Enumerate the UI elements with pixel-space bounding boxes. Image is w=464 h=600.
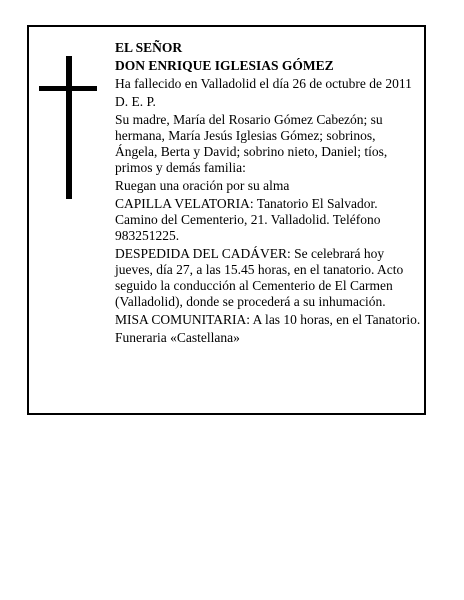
cross-horizontal-bar [39,86,97,91]
latin-cross-icon [29,27,129,227]
funeral-home: Funeraria «Castellana» [115,330,240,345]
deceased-name: DON ENRIQUE IGLESIAS GÓMEZ [115,58,334,73]
notice-title: EL SEÑOR [115,40,183,55]
mass-info: MISA COMUNITARIA: A las 10 horas, en el Tanatorio. [115,312,421,327]
chapel-info: CAPILLA VELATORIA: Tanatorio El Salvador. Camino del Cementerio, 21. Valladolid. Teléfono 983251225. [115,196,381,243]
obituary-notice [27,25,426,415]
dep-line: D. E. P. [115,94,156,109]
cross-vertical-bar [66,56,72,199]
family-list: Su madre, María del Rosario Gómez Cabezón; su hermana, María Jesús Iglesias Gómez; sobrinos, Ángela, Berta y David; sobrino nieto, Daniel; tíos, primos y demás familia: [115,112,388,175]
death-statement: Ha fallecido en Valladolid el día 26 de octubre de 2011 [115,76,412,91]
farewell-info: DESPEDIDA DEL CADÁVER: Se celebrará hoy jueves, día 27, a las 15.45 horas, en el tanatorio. Acto seguido la conducción al Cementerio de El Carmen (Valladolid), donde se procederá a su inhumación. [115,246,404,309]
notice-text [115,40,421,348]
prayer-request: Ruegan una oración por su alma [115,178,290,193]
